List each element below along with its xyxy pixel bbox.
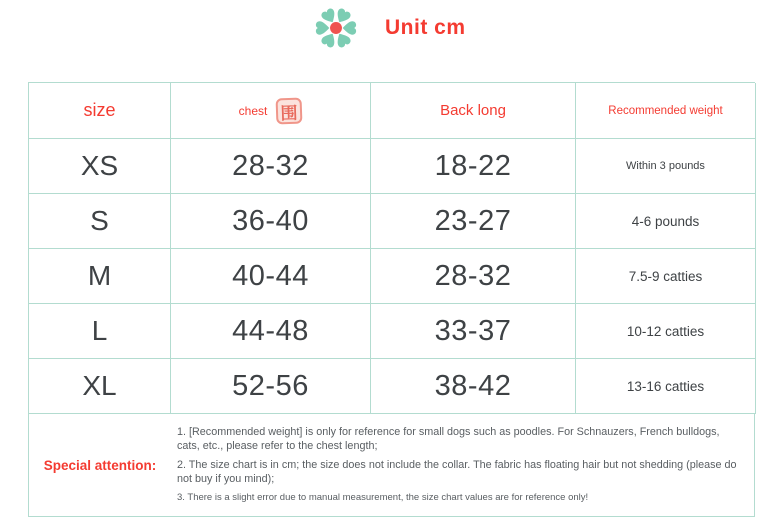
back-long-cell: 38-42: [371, 359, 576, 414]
notes-section: [29, 414, 755, 517]
header-chest-label: chest: [238, 103, 268, 118]
weight-cell: 7.5-9 catties: [576, 249, 756, 304]
girth-stamp-icon: 围: [276, 97, 303, 124]
note-item: 1. [Recommended weight] is only for reference for small dogs such as poodles. For Schnauzers, French bulldogs, cats, etc., please refer to the chest length;: [177, 426, 720, 452]
note-item: 3. There is a slight error due to manual measurement, the size chart values are for reference only!: [177, 492, 589, 504]
chest-cell: 40-44: [171, 249, 371, 304]
page-title: Unit cm: [385, 16, 466, 39]
back-long-cell: 33-37: [371, 304, 576, 359]
table-row: [29, 139, 755, 194]
chest-cell: 28-32: [171, 139, 371, 194]
header-size: size: [29, 83, 171, 139]
title-bar: [313, 5, 466, 51]
special-attention-label: Special attention:: [43, 457, 157, 473]
chest-cell: 52-56: [171, 359, 371, 414]
size-cell: S: [29, 194, 171, 249]
header-back-long: Back long: [371, 83, 576, 139]
note-item: 2. The size chart is in cm; the size does not include the collar. The fabric has floating hair but not shedding (please do not buy if you mind);: [177, 459, 737, 485]
back-long-cell: 18-22: [371, 139, 576, 194]
chest-cell: 36-40: [171, 194, 371, 249]
weight-cell: 13-16 catties: [576, 359, 756, 414]
notes-list: [171, 414, 754, 516]
table-row: [29, 249, 755, 304]
weight-cell: 10-12 catties: [576, 304, 756, 359]
header-recommended-weight: Recommended weight: [576, 83, 756, 139]
size-cell: XS: [29, 139, 171, 194]
size-cell: M: [29, 249, 171, 304]
size-table: [28, 82, 755, 517]
table-header-row: [29, 83, 755, 139]
size-cell: L: [29, 304, 171, 359]
weight-cell: Within 3 pounds: [576, 139, 756, 194]
chest-cell: 44-48: [171, 304, 371, 359]
header-chest: [171, 83, 371, 139]
size-cell: XL: [29, 359, 171, 414]
back-long-cell: 28-32: [371, 249, 576, 304]
flower-icon: [313, 5, 359, 51]
table-row: [29, 194, 755, 249]
back-long-cell: 23-27: [371, 194, 576, 249]
table-row: [29, 304, 755, 359]
table-row: [29, 359, 755, 414]
weight-cell: 4-6 pounds: [576, 194, 756, 249]
